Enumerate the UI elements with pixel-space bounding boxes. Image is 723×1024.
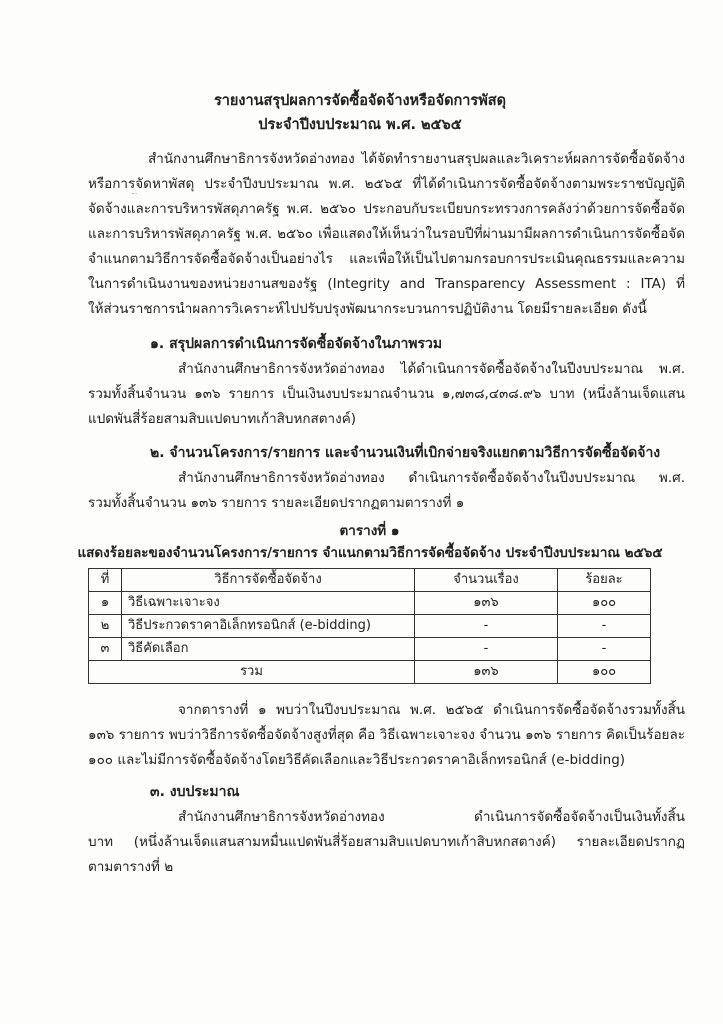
section3-line: ตามตารางที่ ๒	[88, 859, 174, 875]
table-total-row	[89, 661, 651, 684]
section2-line: สำนักงานศึกษาธิการจังหวัดอ่างทอง ดำเนินการจัดซื้อจัดจ้างในปีงบประมาณ พ.ศ.	[178, 470, 685, 486]
table1-subtitle: แสดงร้อยละของจำนวนโครงการ/รายการ จำแนกตามวิธีการจัดซื้อจัดจ้าง ประจำปีงบประมาณ ๒๕๖๕	[77, 545, 663, 561]
analysis-line: จากตารางที่ ๑ พบว่าในปีงบประมาณ พ.ศ. ๒๕๖๕ ดำเนินการจัดซื้อจัดจ้างรวมทั้งสิ้น	[178, 702, 685, 718]
section3-heading: ๓. งบประมาณ	[150, 784, 240, 800]
total-label: รวม	[89, 661, 415, 684]
header-percent: ร้อยละ	[558, 569, 651, 592]
intro-line: ให้ส่วนราชการนำผลการวิเคราะห์ไปปรับปรุงพัฒนากระบวนการปฏิบัติงาน โดยมีรายละเอียด ดังนี้	[88, 301, 647, 317]
section1-line: สำนักงานศึกษาธิการจังหวัดอ่างทอง ได้ดำเนินการจัดซื้อจัดจ้างในปีงบประมาณ พ.ศ.	[178, 361, 685, 377]
table-header-row	[89, 569, 651, 592]
section1-heading: ๑. สรุปผลการดำเนินการจัดซื้อจัดจ้างในภาพรวม	[150, 336, 443, 352]
cell-percent: ๑๐๐	[558, 592, 651, 615]
section2-line: รวมทั้งสิ้นจำนวน ๑๓๖ รายการ รายละเอียดปรากฏตามตารางที่ ๑	[88, 495, 465, 511]
cell-percent: -	[558, 615, 651, 638]
cell-no: ๑	[89, 592, 122, 615]
cell-no: ๓	[89, 638, 122, 661]
header-no: ที่	[89, 569, 122, 592]
cell-method: วิธีประกวดราคาอิเล็กทรอนิกส์ (e-bidding)	[122, 615, 415, 638]
section3-line: สำนักงานศึกษาธิการจังหวัดอ่างทอง ดำเนินการจัดซื้อจัดจ้างเป็นเงินทั้งสิ้น	[178, 809, 685, 825]
cell-method: วิธีเฉพาะเจาะจง	[122, 592, 415, 615]
section1-line: แปดพันสี่ร้อยสามสิบแปดบาทเก้าสิบหกสตางค์)	[88, 411, 357, 427]
cell-percent: -	[558, 638, 651, 661]
table-row	[89, 615, 651, 638]
table1-title: ตารางที่ ๑	[339, 523, 400, 539]
section1-line: รวมทั้งสิ้นจำนวน ๑๓๖ รายการ เป็นเงินงบประมาณจำนวน ๑,๗๓๘,๔๓๘.๙๖ บาท (หนึ่งล้านเจ็ดแสน	[88, 386, 685, 402]
section3-line: บาท (หนึ่งล้านเจ็ดแสนสามหมื่นแปดพันสี่ร้อยสามสิบแปดบาทเก้าสิบหกสตางค์) รายละเอียดปรากฏ	[88, 834, 685, 850]
intro-line: จำแนกตามวิธีการจัดซื้อจัดจ้างเป็นอย่างไร และเพื่อให้เป็นไปตามกรอบการประเมินคุณธรรมและความ	[88, 251, 685, 267]
header-count: จำนวนเรื่อง	[415, 569, 558, 592]
analysis-line: ๑๐๐ และไม่มีการจัดซื้อจัดจ้างโดยวิธีคัดเลือกและวิธีประกวดราคาอิเล็กทรอนิกส์ (e-bidding)	[88, 752, 626, 768]
cell-no: ๒	[89, 615, 122, 638]
intro-line: จัดจ้างและการบริหารพัสดุภาครัฐ พ.ศ. ๒๕๖๐ ประกอบกับระเบียบกระทรวงการคลังว่าด้วยการจัดซื้อจัด	[88, 201, 685, 217]
intro-line: ในการดำเนินงานของหน่วยงานสของรัฐ (Integrity and Transparency Assessment : ITA) ที่	[88, 276, 685, 292]
cell-count: ๑๓๖	[415, 592, 558, 615]
table-row	[89, 592, 651, 615]
doc-title: รายงานสรุปผลการจัดซื้อจัดจ้างหรือจัดการพัสดุ	[213, 93, 507, 109]
table-row	[89, 638, 651, 661]
intro-line: หรือการจัดหาพัสดุ ประจำปีงบประมาณ พ.ศ. ๒๕๖๕ ที่ได้ดำเนินการจัดซื้อจัดจ้างตามพระราชบัญญัติ	[88, 176, 685, 192]
total-percent: ๑๐๐	[558, 661, 651, 684]
header-method: วิธีการจัดซื้อจัดจ้าง	[122, 569, 415, 592]
intro-line: และการบริหารพัสดุภาครัฐ พ.ศ. ๒๕๖๐ เพื่อแสดงให้เห็นว่าในรอบปีที่ผ่านมามีผลการดำเนินการจัดซื้อจัด	[88, 226, 685, 242]
cell-count: -	[415, 615, 558, 638]
cell-count: -	[415, 638, 558, 661]
table1	[88, 568, 651, 684]
doc-subtitle: ประจำปีงบประมาณ พ.ศ. ๒๕๖๕	[258, 117, 462, 133]
analysis-line: ๑๓๖ รายการ พบว่าวิธีการจัดซื้อจัดจ้างสูงที่สุด คือ วิธีเฉพาะเจาะจง จำนวน ๑๓๖ รายการ คิดเป็นร้อยละ	[88, 727, 685, 743]
intro-line: สำนักงานศึกษาธิการจังหวัดอ่างทอง ได้จัดทำรายงานสรุปผลและวิเคราะห์ผลการจัดซื้อจัดจ้าง	[148, 151, 685, 167]
section2-heading: ๒. จำนวนโครงการ/รายการ และจำนวนเงินที่เบิกจ่ายจริงแยกตามวิธีการจัดซื้อจัดจ้าง	[150, 445, 661, 461]
total-count: ๑๓๖	[415, 661, 558, 684]
cell-method: วิธีคัดเลือก	[122, 638, 415, 661]
